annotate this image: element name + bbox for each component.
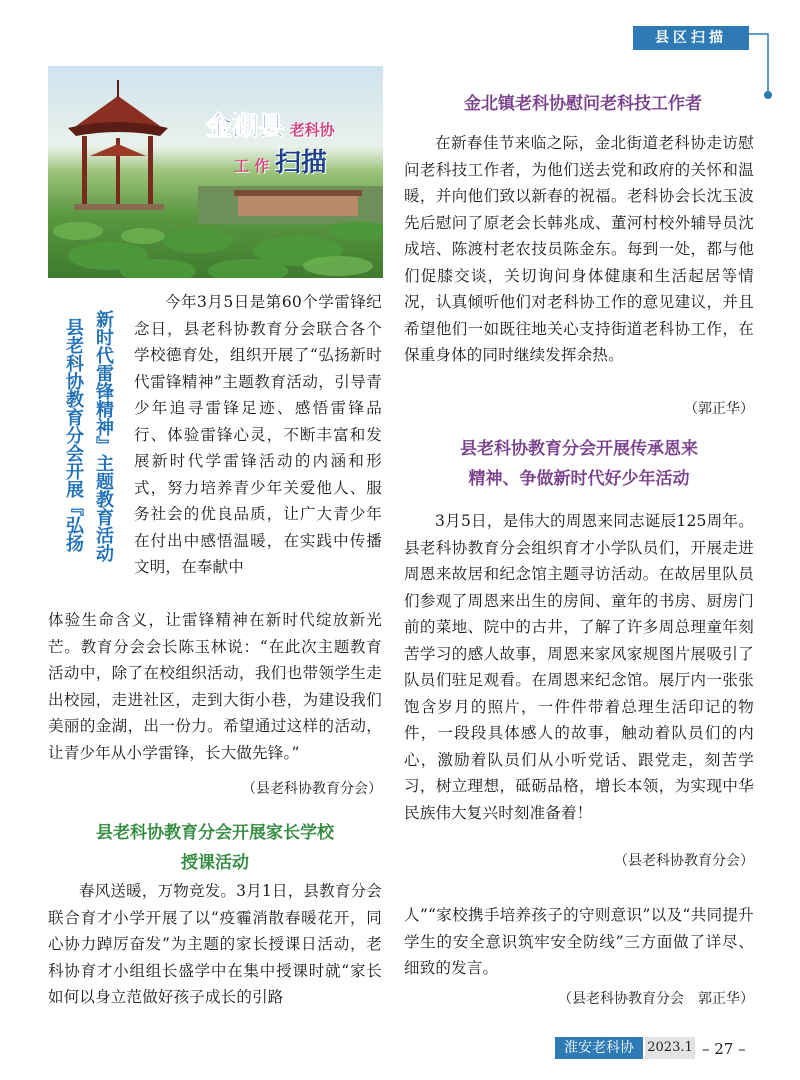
article3-body-part2: 体验生命含义，让雷锋精神在新时代绽放新光芒。教育分会会长陈玉林说：“在此次主题教育活动中，除了在校组织活动，我们也带领学生走出校园，走进社区，走到大街小巷，为建设我们美丽的金湖，出一份力。希望通过这样的活动，让青少年从小学雷锋，长大做先锋。” — [48, 611, 382, 762]
article1-byline: （郭正华） — [684, 401, 754, 417]
article3-byline: （县老科协教育分会） — [242, 781, 382, 797]
article4-body-left: 春风送暖，万物竞发。3月1日，县教育分会联合育才小学开展了以“疫霾消散春暖花开，同心协力踔厉奋发”为主题的家长授课日活动，老科协育才小组组长盛学中在集中授课时就“家长如何以身立范做好孩子成长的引路 — [48, 882, 382, 1006]
vertical-title-col1: 新时代雷锋精神』主题教育活动 — [93, 310, 114, 562]
article2-body: 3月5日，是伟大的周恩来同志诞辰125周年。县老科协教育分会组织育才小学队员们，开展走进周恩来故居和纪念馆主题寻访活动。在故居里队员们参观了周恩来出生的房间、童年的书房、厨房门前的菜地、院中的古井，了解了许多周总理童年刻苦学习的感人故事，周恩来家风家规图片展吸引了队员们驻足观看。在周恩来纪念馆。展厅内一张张饱含岁月的照片，一件件带着总理生活印记的物件，一段段具体感人的故事，触动着队员们的内心，激励着队员们从小听党话、跟党走，刻苦学习，树立理想，砥砺品格，增长本领，为实现中华民族伟大复兴时刻准备着！ — [404, 512, 754, 822]
banner-title: 金湖县 老科协 — [206, 112, 335, 142]
article1-body: 在新春佳节来临之际，金北街道老科协走访慰问老科技工作者，为他们送去党和政府的关怀和温暖，并向他们致以新春的祝福。老科协会长沈玉波先后慰问了原老会长韩兆成、董河村校外辅导员沈成培、陈渡村老农技员陈金东。每到一处，都与他们促膝交谈，关切询问身体健康和生活起居等情况，认真倾听他们对老科协工作的意见建议，并且希望他们一如既往地关心支持街道老科协工作，在保重身体的同时继续发挥余热。 — [404, 134, 754, 364]
article4-byline: （县老科协教育分会 郭正华） — [558, 991, 754, 1007]
article3-body-part1: 今年3月5日是第60个学雷锋纪念日，县老科协教育分会联合各个学校德育处，组织开展了“弘扬新时代雷锋精神”主题教育活动，引导青少年追寻雷锋足迹、感悟雷锋品行、体验雷锋心灵，不断丰富和发展新时代学雷锋活动的内涵和形式，努力培养青少年关爱他人、服务社会的优良品质，让广大青少年在付出中感悟温暖，在实践中传播文明，在奉献中 — [134, 293, 382, 576]
banner-subtitle: 工 作 扫描 — [234, 148, 327, 178]
article4-body-right: 人”“家校携手培养孩子的守则意识”以及“共同提升学生的安全意识筑牢安全防线”三方面做了详尽、细致的发言。 — [404, 906, 754, 977]
article2-title: 县老科协教育分会开展传承恩来 精神、争做新时代好少年活动 — [460, 439, 698, 489]
article1-title: 金北镇老科协慰问老科技工作者 — [464, 94, 702, 114]
footer-magazine: 淮安老科协 — [555, 1037, 643, 1059]
section-tag: 县区扫描 — [633, 26, 749, 50]
page-number: – 27 – — [702, 1040, 746, 1058]
vertical-title-col2: 县老科协教育分会开展『弘扬 — [63, 318, 84, 552]
vertical-title — [58, 310, 122, 576]
pavilion-illustration — [48, 66, 383, 278]
article2-byline: （县老科协教育分会） — [614, 853, 754, 869]
article4-title: 县老科协教育分会开展家长学校 授课活动 — [96, 823, 334, 873]
banner-image — [48, 66, 383, 278]
footer-issue: 2023.1 — [645, 1037, 695, 1059]
